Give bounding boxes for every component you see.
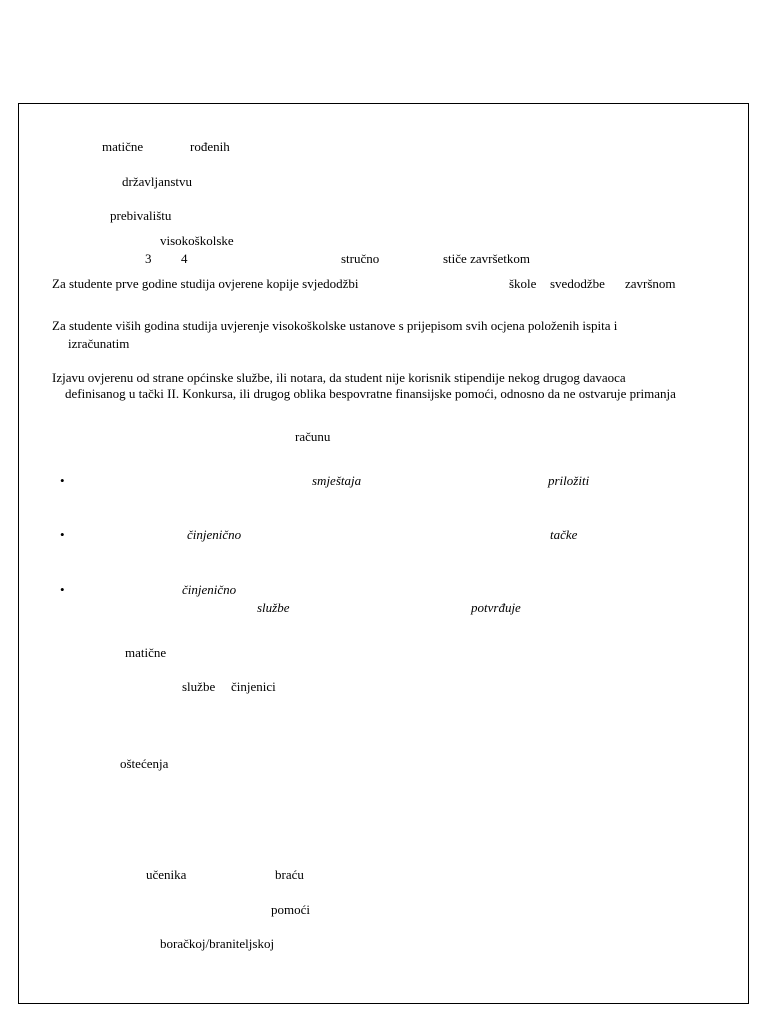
- text-fragment: službe: [257, 600, 290, 615]
- text-fragment: 3: [145, 251, 152, 266]
- text-fragment: računu: [295, 429, 331, 444]
- text-fragment: tačke: [550, 527, 578, 542]
- document-frame: [18, 103, 749, 1004]
- text-fragment: visokoškolske: [160, 233, 234, 248]
- text-fragment: braću: [275, 867, 304, 882]
- text-fragment: svedodžbe: [550, 276, 605, 291]
- bullet-icon: •: [60, 582, 65, 597]
- text-fragment: stiče završetkom: [443, 251, 530, 266]
- text-fragment: činjenici: [231, 679, 276, 694]
- text-fragment: smještaja: [312, 473, 362, 488]
- text-fragment: izračunatim: [68, 336, 130, 351]
- first-year-text: Za studente prve godine studija ovjerene kopije svjedodžbi: [52, 276, 359, 291]
- statement-line-2: definisanog u tački II. Konkursa, ili drugog oblika bespovratne finansijske pomoći, odnosno da ne ostvaruje primanja: [65, 386, 676, 401]
- text-fragment: potvrđuje: [471, 600, 521, 615]
- text-fragment: matične: [102, 139, 144, 154]
- text-fragment: 4: [181, 251, 188, 266]
- higher-years-text: Za studente viših godina studija uvjerenje visokoškolske ustanove s prijepisom svih ocjena položenih ispita i: [52, 318, 618, 333]
- text-fragment: službe: [182, 679, 216, 694]
- bullet-icon: •: [60, 527, 65, 542]
- text-fragment: prebivalištu: [110, 208, 172, 223]
- text-fragment: matične: [125, 645, 167, 660]
- text-fragment: pomoći: [271, 902, 310, 917]
- text-fragment: rođenih: [190, 139, 230, 154]
- text-fragment: završnom: [625, 276, 676, 291]
- statement-line-1: Izjavu ovjerenu od strane općinske službe, ili notara, da student nije korisnik stipendije nekog drugog davaoca: [52, 370, 626, 385]
- text-fragment: učenika: [146, 867, 187, 882]
- text-fragment: boračkoj/braniteljskoj: [160, 936, 275, 951]
- text-fragment: državljanstvu: [122, 174, 193, 189]
- text-fragment: oštećenja: [120, 756, 169, 771]
- text-fragment: škole: [509, 276, 537, 291]
- bullet-icon: •: [60, 473, 65, 488]
- text-fragment: činjenično: [182, 582, 237, 597]
- text-fragment: stručno: [341, 251, 380, 266]
- text-fragment: priložiti: [548, 473, 590, 488]
- text-fragment: činjenično: [187, 527, 242, 542]
